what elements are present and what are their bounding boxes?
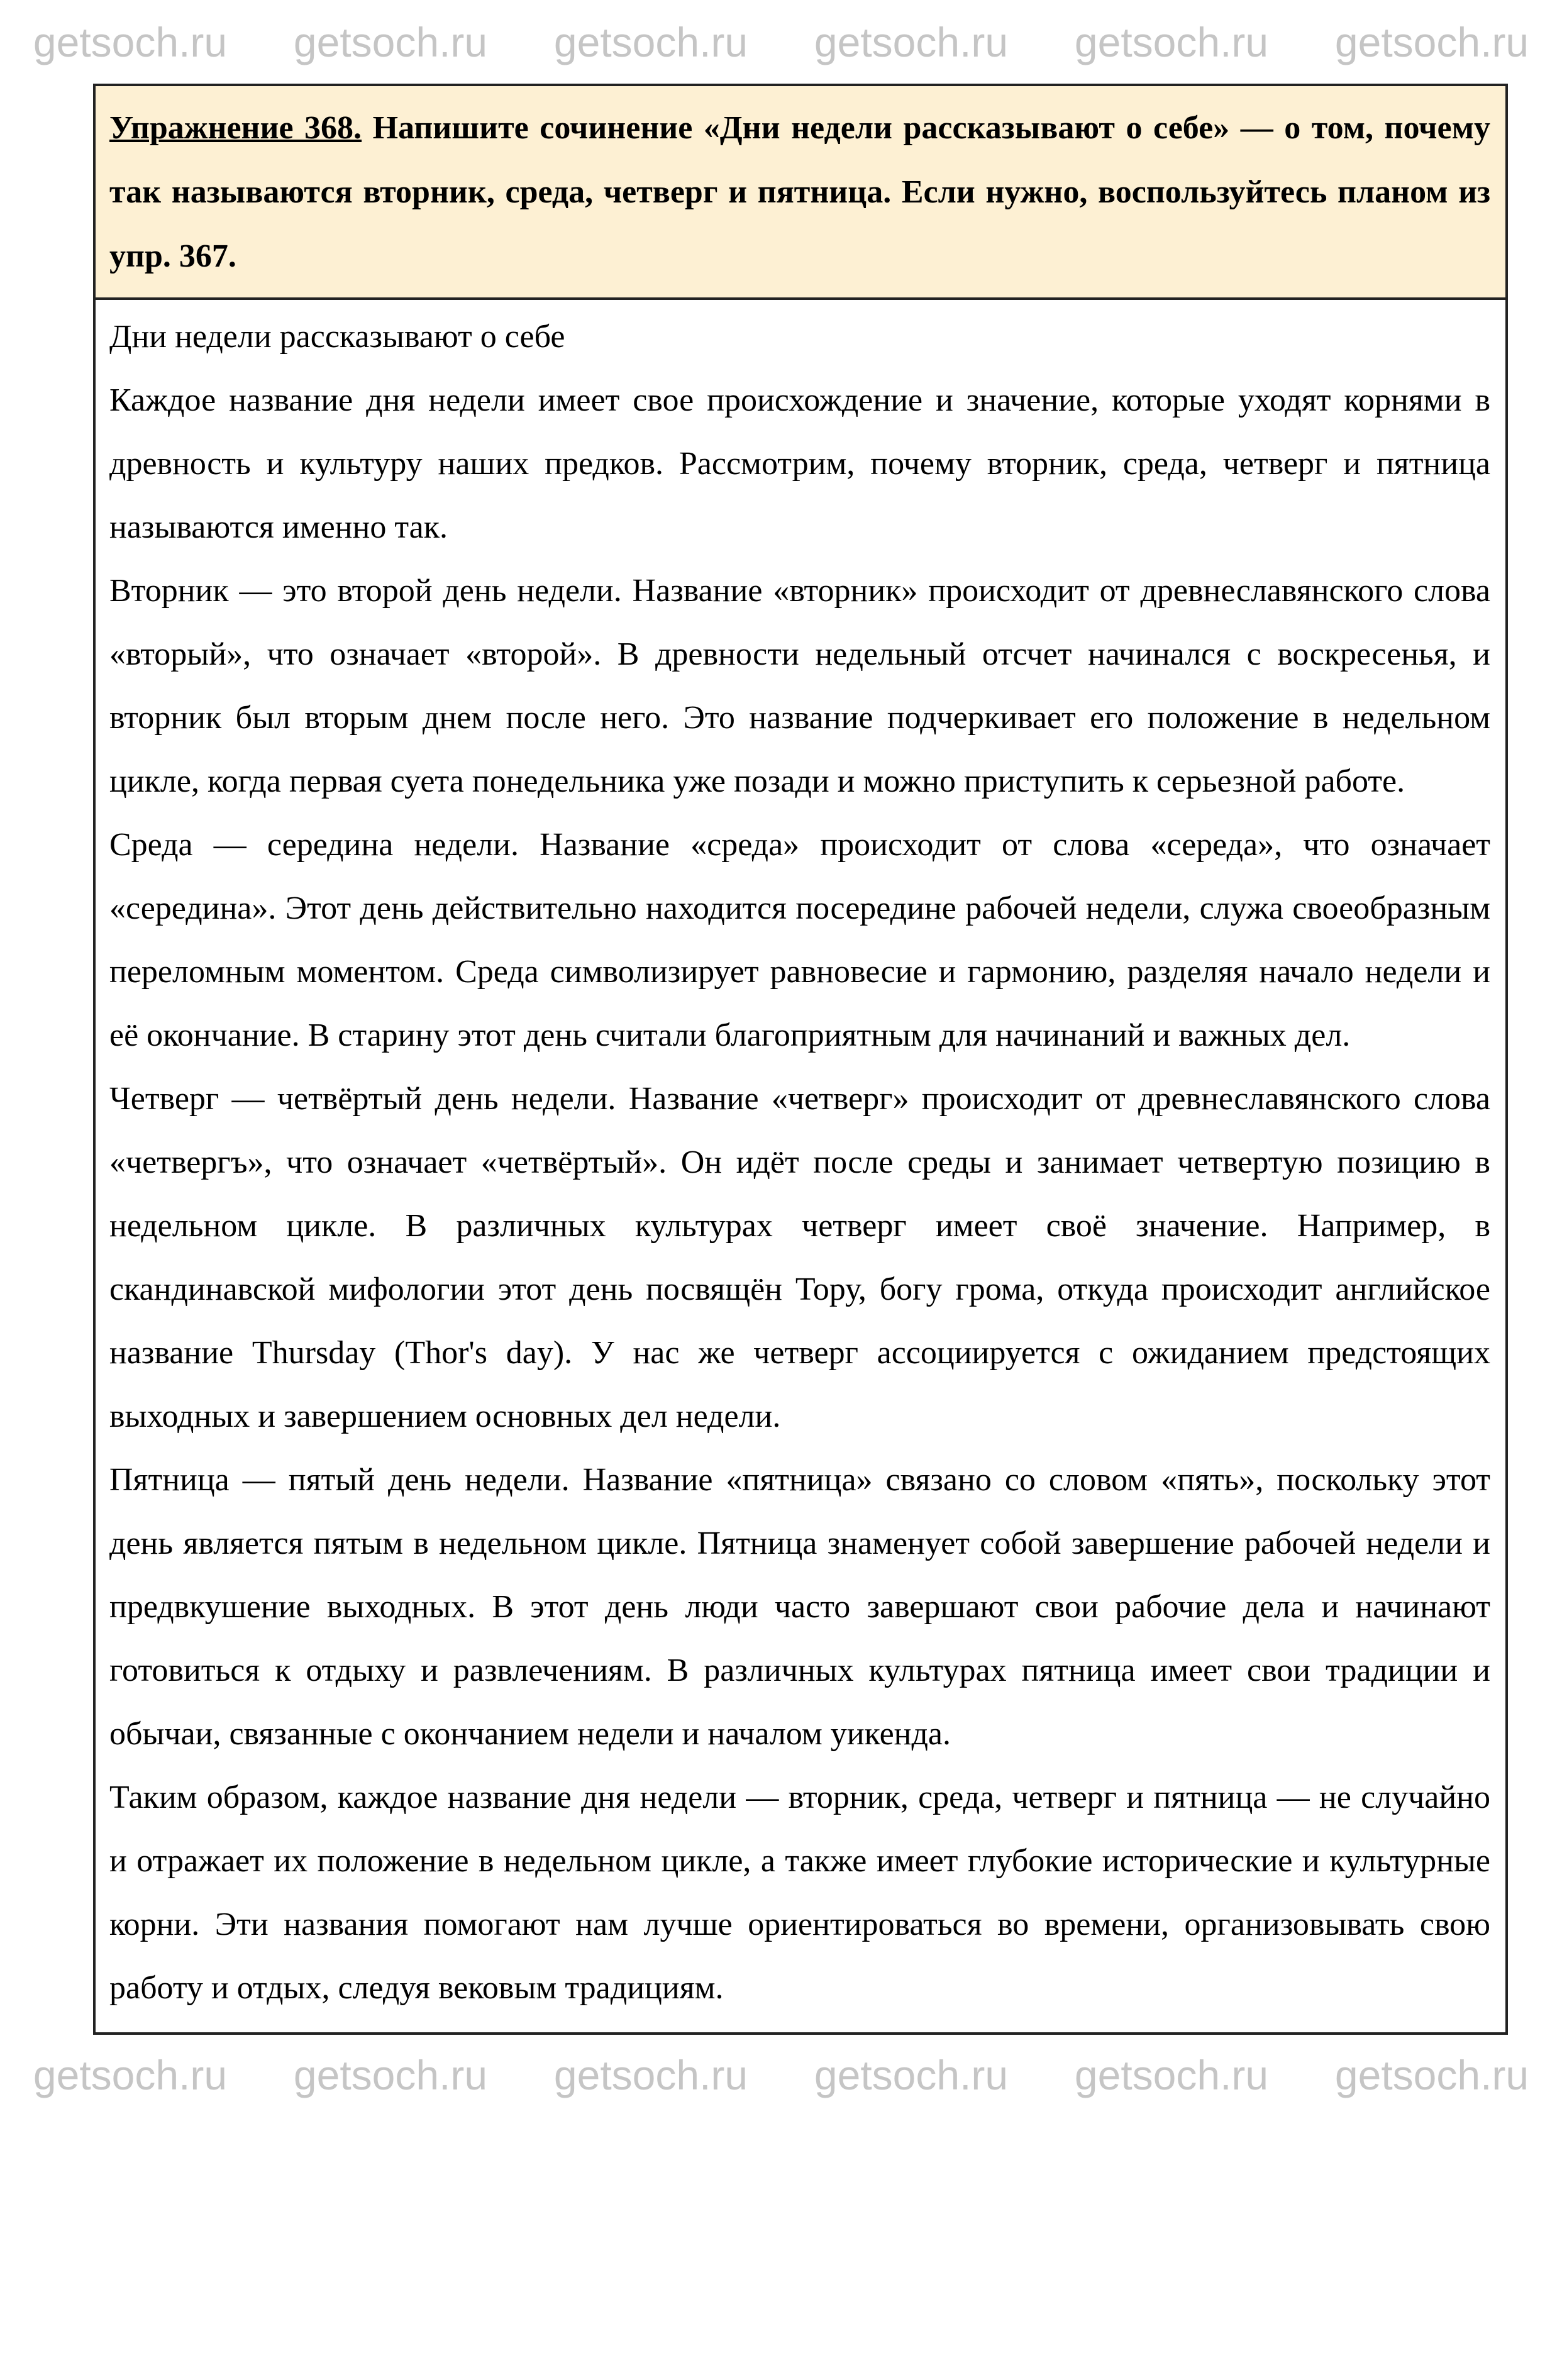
- exercise-card: [93, 84, 1508, 2035]
- essay-paragraph: Четверг — четвёртый день недели. Название «четверг» происходит от древнеславянского слова «четвергъ», что означает «четвёртый». Он идёт после среды и занимает четвертую позицию в недельном цикле. В различных культурах четверг имеет своё значение. Например, в скандинавской мифологии этот день посвящён Тору, богу грома, откуда происходит английское название Thursday (Thor's day). У нас же четверг ассоциируется с ожиданием предстоящих выходных и завершением основных дел недели.: [109, 1081, 1490, 1434]
- essay-paragraph: Пятница — пятый день недели. Название «пятница» связано со словом «пять», поскольку этот день является пятым в недельном цикле. Пятница знаменует собой завершение рабочей недели и предвкушение выходных. В этот день люди часто завершают свои рабочие дела и начинают готовиться к отдыху и развлечениям. В различных культурах пятница имеет свои традиции и обычаи, связанные с окончанием недели и началом уикенда.: [109, 1462, 1490, 1752]
- watermark: getsoch.ru: [553, 2051, 748, 2098]
- watermark-row-top: [0, 0, 1562, 84]
- essay-body: [96, 300, 1505, 2032]
- watermark: getsoch.ru: [293, 18, 488, 65]
- essay-paragraph: Среда — середина недели. Название «среда» происходит от слова «середа», что означает «середина». Этот день действительно находится посередине рабочей недели, служа своеобразным переломным моментом. Среда символизирует равновесие и гармонию, разделяя начало недели и её окончание. В старину этот день считали благоприятным для начинаний и важных дел.: [109, 827, 1490, 1053]
- task-header: [96, 86, 1505, 300]
- watermark: getsoch.ru: [814, 2051, 1009, 2098]
- task-text: Напишите сочинение «Дни недели рассказывают о себе» — о том, почему так называются вторник, среда, четверг и пятница. Если нужно, воспользуйтесь планом из упр. 367.: [109, 110, 1490, 274]
- watermark: getsoch.ru: [1074, 2051, 1269, 2098]
- watermark: getsoch.ru: [1074, 18, 1269, 65]
- essay-title: Дни недели рассказывают о себе: [109, 319, 565, 355]
- watermark: getsoch.ru: [33, 2051, 228, 2098]
- essay-paragraph: Таким образом, каждое название дня недели — вторник, среда, четверг и пятница — не случайно и отражает их положение в недельном цикле, а также имеет глубокие исторические и культурные корни. Эти названия помогают нам лучше ориентироваться во времени, организовывать свою работу и отдых, следуя вековым традициям.: [109, 1779, 1490, 2006]
- watermark-row-bottom: [0, 2035, 1562, 2115]
- essay-paragraph: Каждое название дня недели имеет свое происхождение и значение, которые уходят корнями в древность и культуру наших предков. Рассмотрим, почему вторник, среда, четверг и пятница называются именно так.: [109, 382, 1490, 545]
- watermark: getsoch.ru: [814, 18, 1009, 65]
- watermark: getsoch.ru: [293, 2051, 488, 2098]
- watermark: getsoch.ru: [553, 18, 748, 65]
- watermark: getsoch.ru: [1334, 2051, 1529, 2098]
- exercise-number: Упражнение 368.: [109, 110, 362, 146]
- essay-paragraph: Вторник — это второй день недели. Название «вторник» происходит от древнеславянского слова «вторый», что означает «второй». В древности недельный отсчет начинался с воскресенья, и вторник был вторым днем после него. Это название подчеркивает его положение в недельном цикле, когда первая суета понедельника уже позади и можно приступить к серьезной работе.: [109, 573, 1490, 799]
- watermark: getsoch.ru: [33, 18, 228, 65]
- watermark: getsoch.ru: [1334, 18, 1529, 65]
